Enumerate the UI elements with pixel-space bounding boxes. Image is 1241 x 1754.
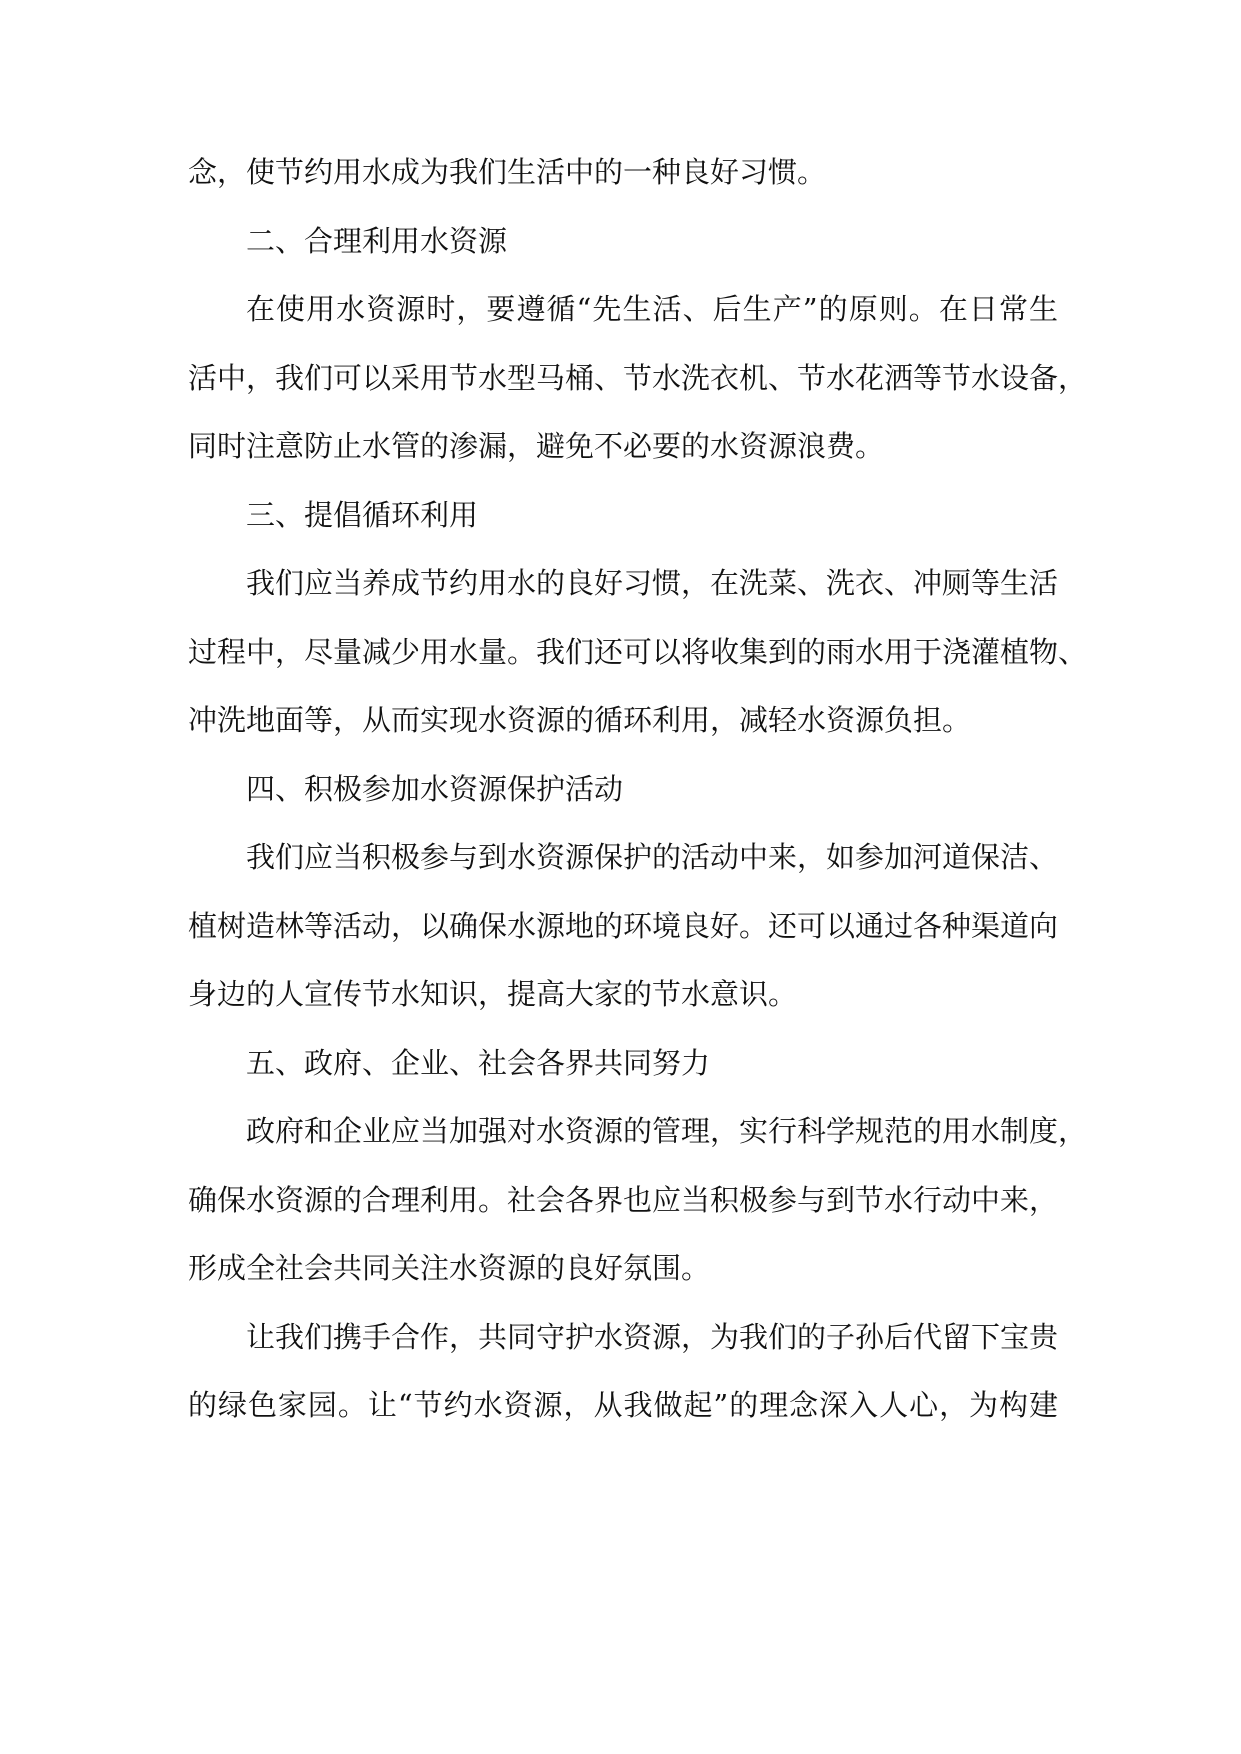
section-heading: 二、合理利用水资源 [246,223,508,258]
paragraph-line: 我们应当养成节约用水的良好习惯，在洗菜、洗衣、冲厕等生活 [246,566,1059,600]
paragraph-line: 在使用水资源时，要遵循“先生活、后生产”的原则。在日常生 [246,292,1058,326]
paragraph-line: 确保水资源的合理利用。社会各界也应当积极参与到节水行动中来， [188,1182,1059,1217]
paragraph-line: 让我们携手合作，共同守护水资源，为我们的子孙后代留下宝贵 [246,1319,1059,1354]
document-body [188,142,1088,1444]
section-heading: 五、政府、企业、社会各界共同努力 [246,1045,711,1080]
paragraph-line: 植树造林等活动，以确保水源地的环境良好。还可以通过各种渠道向 [188,908,1059,943]
paragraph-line: 念，使节约用水成为我们生活中的一种良好习惯。 [188,155,827,189]
section-heading: 三、提倡循环利用 [246,497,479,532]
paragraph-line: 过程中，尽量减少用水量。我们还可以将收集到的雨水用于浇灌植物、 [188,634,1088,669]
paragraph-line: 的绿色家园。让“节约水资源，从我做起”的理念深入人心，为构建 [188,1388,1058,1422]
paragraph-line: 同时注意防止水管的渗漏，避免不必要的水资源浪费。 [188,429,885,463]
paragraph-line: 形成全社会共同关注水资源的良好氛围。 [188,1251,711,1285]
paragraph-line: 冲洗地面等，从而实现水资源的循环利用，减轻水资源负担。 [188,703,972,737]
paragraph-line: 活中，我们可以采用节水型马桶、节水洗衣机、节水花洒等节水设备， [188,360,1088,395]
paragraph-line: 政府和企业应当加强对水资源的管理，实行科学规范的用水制度， [246,1114,1088,1148]
section-heading: 四、积极参加水资源保护活动 [246,771,624,806]
paragraph-line: 我们应当积极参与到水资源保护的活动中来，如参加河道保洁、 [246,840,1059,874]
paragraph-line: 身边的人宣传节水知识，提高大家的节水意识。 [188,977,798,1011]
